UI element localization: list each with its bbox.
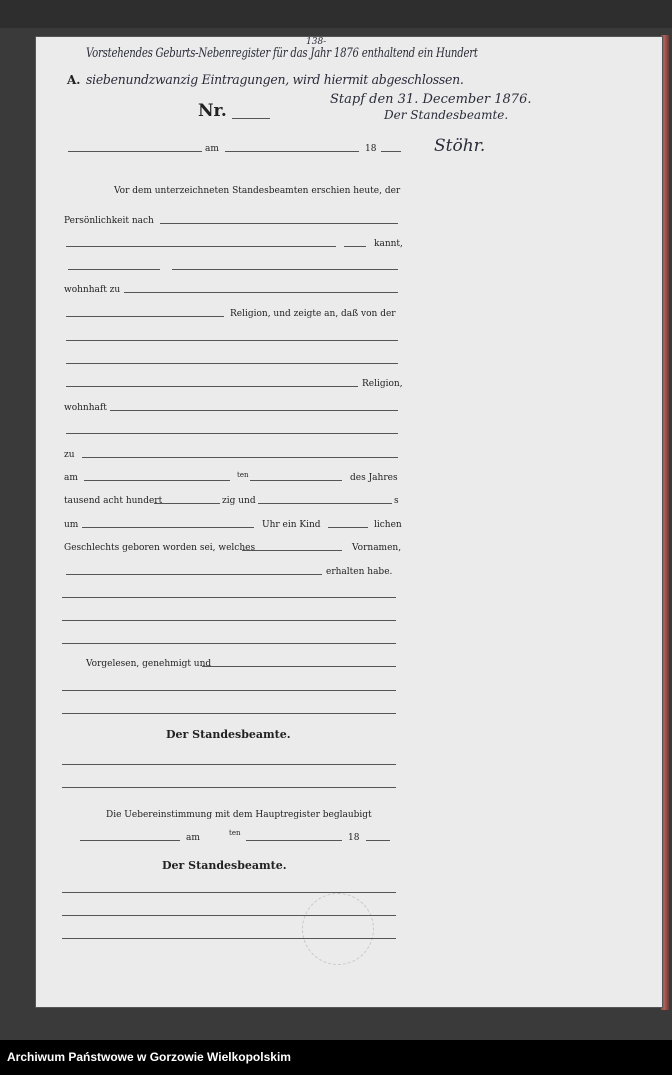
handwritten-line-3: Stapf den 31. December 1876. — [330, 92, 532, 107]
number-line — [232, 118, 270, 119]
blank-line — [62, 938, 396, 939]
des-jahres-text: des Jahres — [350, 473, 398, 483]
am-text-2: am — [186, 833, 200, 843]
blank-line — [366, 840, 390, 841]
blank-line — [242, 550, 342, 551]
top-strip — [0, 0, 672, 28]
ten-text-2: ten — [229, 829, 241, 837]
vorgelesen-text: Vorgelesen, genehmigt und — [86, 659, 212, 669]
blank-line — [62, 620, 396, 621]
um-text: um — [64, 520, 79, 530]
standesbeamte-heading: Der Standesbeamte. — [166, 728, 291, 741]
blank-line — [246, 840, 342, 841]
vor-dem-text: Vor dem unterzeichneten Standesbeamten erschien heute, der — [114, 186, 401, 196]
uhr-ein-kind-text: Uhr ein Kind — [262, 520, 321, 530]
kannt-text: kannt, — [374, 239, 403, 249]
document-page — [36, 37, 662, 1007]
religion-text: Religion, — [362, 379, 403, 389]
erhalten-text: erhalten habe. — [326, 567, 393, 577]
blank-line — [66, 386, 358, 387]
blank-line — [344, 246, 366, 247]
handwritten-line-1: Vorstehendes Geburts-Nebenregister für das Jahr 1876 enthaltend ein Hundert — [86, 46, 478, 61]
am-label: am — [205, 144, 219, 154]
blank-line — [62, 690, 396, 691]
blank-line — [66, 433, 398, 434]
lichen-text: lichen — [374, 520, 402, 530]
blank-line — [66, 363, 398, 364]
uebereinstimmung-text: Die Uebereinstimmung mit dem Hauptregister beglaubigt — [106, 810, 372, 820]
standesbeamte-heading-2: Der Standesbeamte. — [162, 859, 287, 872]
blank-line — [82, 457, 398, 458]
personlichkeit-text: Persönlichkeit nach — [64, 216, 154, 226]
blank-line — [66, 316, 224, 317]
geschlechts-text: Geschlechts geboren worden sei, welches — [64, 543, 256, 553]
blank-line — [258, 503, 392, 504]
zig-und-text: zig und — [222, 496, 256, 506]
wohnhaft-text: wohnhaft — [64, 403, 107, 413]
blank-line — [82, 527, 254, 528]
blank-line — [110, 410, 398, 411]
blank-line — [62, 713, 396, 714]
blank-line — [62, 787, 396, 788]
blank-line — [62, 764, 396, 765]
religion-zeigte-text: Religion, und zeigte an, daß von der — [230, 309, 396, 319]
number-label: Nr. — [198, 101, 227, 121]
blank-line — [172, 269, 398, 270]
blank-line — [66, 340, 398, 341]
date-line-1 — [68, 151, 202, 152]
blank-line — [66, 574, 322, 575]
blank-line — [62, 892, 396, 893]
handwritten-line-2: siebenundzwanzig Eintragungen, wird hiermit abgeschlossen. — [86, 73, 464, 88]
date-line-3 — [381, 151, 401, 152]
form-letter: A. — [67, 73, 81, 87]
blank-line — [328, 527, 368, 528]
blank-line — [84, 480, 230, 481]
blank-line — [62, 597, 396, 598]
blank-line — [250, 480, 342, 481]
year-prefix-2: 18 — [348, 833, 360, 843]
archive-footer: Archiwum Państwowe w Gorzowie Wielkopolskim — [0, 1040, 672, 1075]
handwritten-page-number: 138- — [306, 37, 327, 47]
handwritten-line-4: Der Standesbeamte. — [384, 108, 509, 122]
blank-line — [80, 840, 180, 841]
book-binding — [661, 35, 669, 1010]
blank-line — [68, 269, 160, 270]
blank-line — [154, 503, 220, 504]
wohnhaft-zu-text: wohnhaft zu — [64, 285, 121, 295]
vornamen-text: Vornamen, — [352, 543, 402, 553]
blank-line — [62, 643, 396, 644]
year-prefix: 18 — [365, 144, 377, 154]
blank-line — [202, 666, 396, 667]
am-text: am — [64, 473, 78, 483]
tausend-text: tausend acht hundert — [64, 496, 163, 506]
blank-line — [62, 915, 396, 916]
ten-text: ten — [237, 471, 249, 479]
faint-stamp — [302, 893, 374, 965]
blank-line — [66, 246, 336, 247]
handwritten-signature: Stöhr. — [434, 136, 486, 156]
zu-text: zu — [64, 450, 75, 460]
date-line-2 — [225, 151, 359, 152]
blank-line — [124, 292, 398, 293]
s-text: s — [394, 496, 399, 506]
blank-line — [160, 223, 398, 224]
